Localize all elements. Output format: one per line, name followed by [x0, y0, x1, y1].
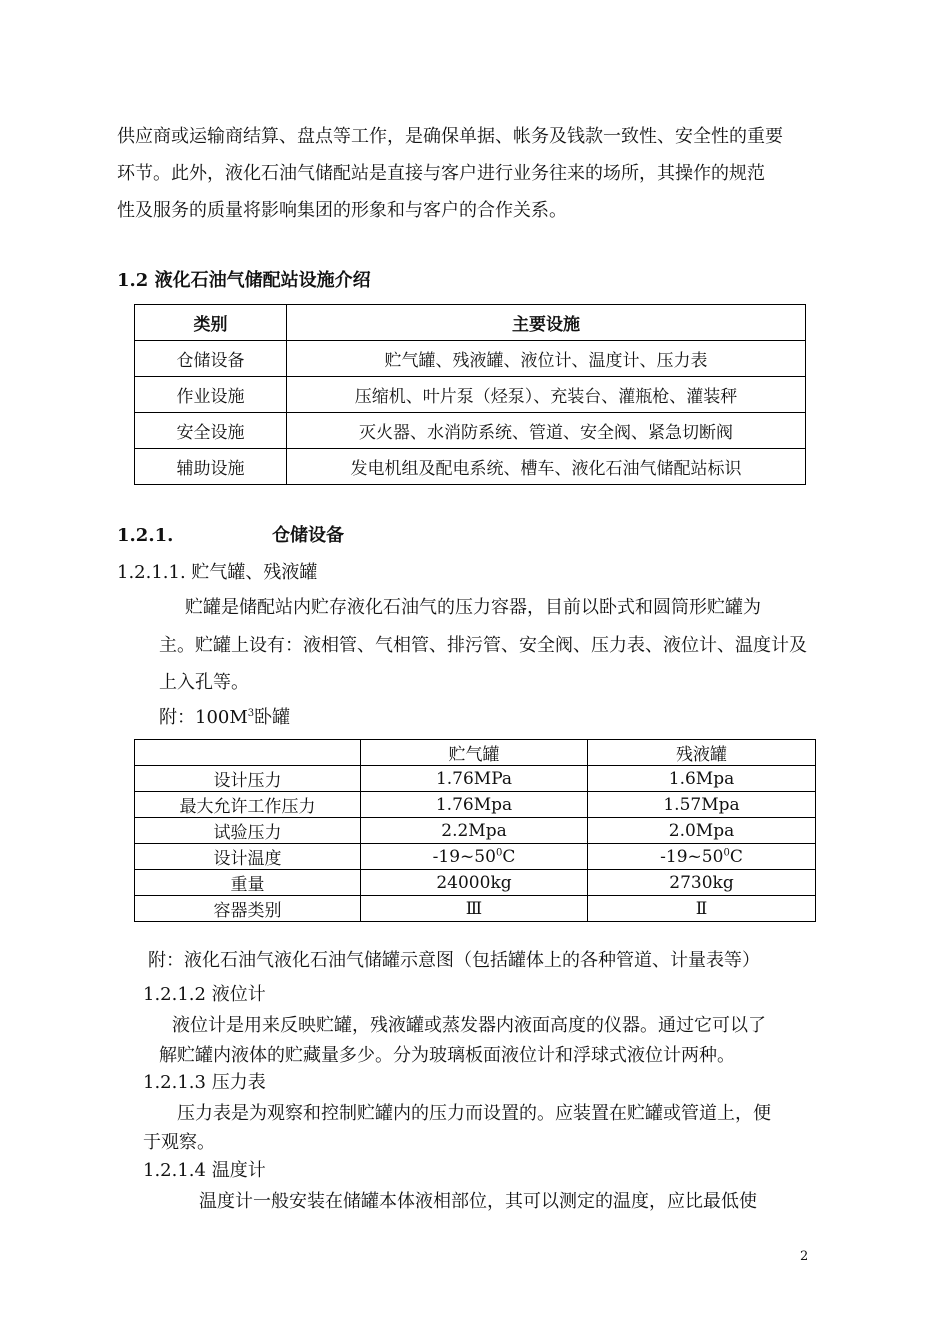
page-number: 2: [800, 1249, 809, 1264]
paragraph-line: 温度计一般安装在储罐本体液相部位，其可以测定的温度，应比最低使: [199, 1191, 757, 1212]
section-heading: 1.2 液化石油气储配站设施介绍: [117, 270, 371, 291]
table-row: [135, 413, 806, 449]
note-superscript: 3: [247, 708, 255, 719]
degree-sup: 0: [495, 846, 503, 858]
paragraph-line: 解贮罐内液体的贮藏量多少。分为玻璃板面液位计和浮球式液位计两种。: [159, 1045, 735, 1066]
table-cell: 压缩机、叶片泵（烃泵）、充装台、灌瓶枪、灌装秤: [287, 377, 806, 413]
table-cell: 1.6Mpa: [588, 766, 816, 792]
table-row: [135, 341, 806, 377]
table-cell: 试验压力: [135, 818, 361, 844]
subsubsection-heading: 1.2.1.4 温度计: [143, 1160, 266, 1181]
table-cell: 安全设施: [135, 413, 287, 449]
tank-spec-table: [134, 739, 816, 922]
table-header-row: [135, 305, 806, 341]
subsection-number: 1.2.1.: [117, 525, 174, 546]
table-cell: 辅助设施: [135, 449, 287, 485]
note-suffix: 卧罐: [254, 707, 291, 728]
table-cell: 2.0Mpa: [588, 818, 816, 844]
paragraph-line: 供应商或运输商结算、盘点等工作，是确保单据、帐务及钱款一致性、安全性的重要: [117, 126, 783, 147]
table-header-cell: 主要设施: [287, 305, 806, 341]
subsubsection-heading: 1.2.1.2 液位计: [143, 984, 266, 1005]
temp-range: -19~50: [660, 846, 724, 867]
temp-unit: C: [502, 846, 516, 867]
table-row: [135, 844, 816, 870]
note-line: [159, 709, 290, 727]
table-cell: 1.76MPa: [361, 766, 588, 792]
table-header-cell: 残液罐: [588, 740, 816, 766]
table-row: [135, 449, 806, 485]
table-cell: 仓储设备: [135, 341, 287, 377]
table-cell: 1.76Mpa: [361, 792, 588, 818]
paragraph-line: 贮罐是储配站内贮存液化石油气的压力容器，目前以卧式和圆筒形贮罐为: [185, 597, 761, 618]
table-header-row: [135, 740, 816, 766]
table-row: [135, 870, 816, 896]
temp-range: -19~50: [432, 846, 496, 867]
table-row: [135, 766, 816, 792]
table-cell: 作业设施: [135, 377, 287, 413]
note-prefix: 附：100M: [159, 707, 248, 728]
table-row: [135, 792, 816, 818]
subsection-title: 仓储设备: [272, 525, 344, 546]
table-row: [135, 818, 816, 844]
table-cell: 贮气罐、残液罐、液位计、温度计、压力表: [287, 341, 806, 377]
table-cell: 重量: [135, 870, 361, 896]
table-cell: [361, 844, 588, 870]
table-cell: 发电机组及配电系统、槽车、液化石油气储配站标识: [287, 449, 806, 485]
paragraph-line: 液位计是用来反映贮罐，残液罐或蒸发器内液面高度的仪器。通过它可以了: [172, 1015, 766, 1036]
diagram-note: 附：液化石油气液化石油气储罐示意图（包括罐体上的各种管道、计量表等）: [148, 950, 760, 971]
table-cell: 最大允许工作压力: [135, 792, 361, 818]
table-cell: 2730kg: [588, 870, 816, 896]
paragraph-line: 于观察。: [143, 1132, 215, 1153]
paragraph-line: 压力表是为观察和控制贮罐内的压力而设置的。应装置在贮罐或管道上，便: [177, 1103, 771, 1124]
table-cell: 设计压力: [135, 766, 361, 792]
paragraph-line: 性及服务的质量将影响集团的形象和与客户的合作关系。: [117, 200, 567, 221]
facilities-table: [134, 304, 806, 485]
temp-unit: C: [729, 846, 743, 867]
subsubsection-heading: 1.2.1.3 压力表: [143, 1072, 266, 1093]
paragraph-line: 环节。此外，液化石油气储配站是直接与客户进行业务往来的场所，其操作的规范: [117, 163, 765, 184]
subsubsection-heading: 1.2.1.1. 贮气罐、残液罐: [117, 562, 318, 583]
table-cell: Ⅲ: [361, 896, 588, 922]
table-header-cell: [135, 740, 361, 766]
table-cell: Ⅱ: [588, 896, 816, 922]
table-header-cell: 类别: [135, 305, 287, 341]
table-row: [135, 896, 816, 922]
table-cell: 2.2Mpa: [361, 818, 588, 844]
degree-sup: 0: [723, 846, 730, 858]
table-cell: 设计温度: [135, 844, 361, 870]
table-cell: 24000kg: [361, 870, 588, 896]
table-cell: [588, 844, 816, 870]
table-cell: 1.57Mpa: [588, 792, 816, 818]
table-header-cell: 贮气罐: [361, 740, 588, 766]
table-cell: 容器类别: [135, 896, 361, 922]
table-row: [135, 377, 806, 413]
paragraph-line: 主。贮罐上设有：液相管、气相管、排污管、安全阀、压力表、液位计、温度计及: [159, 635, 807, 656]
paragraph-line: 上入孔等。: [159, 672, 249, 693]
table-cell: 灭火器、水消防系统、管道、安全阀、紧急切断阀: [287, 413, 806, 449]
